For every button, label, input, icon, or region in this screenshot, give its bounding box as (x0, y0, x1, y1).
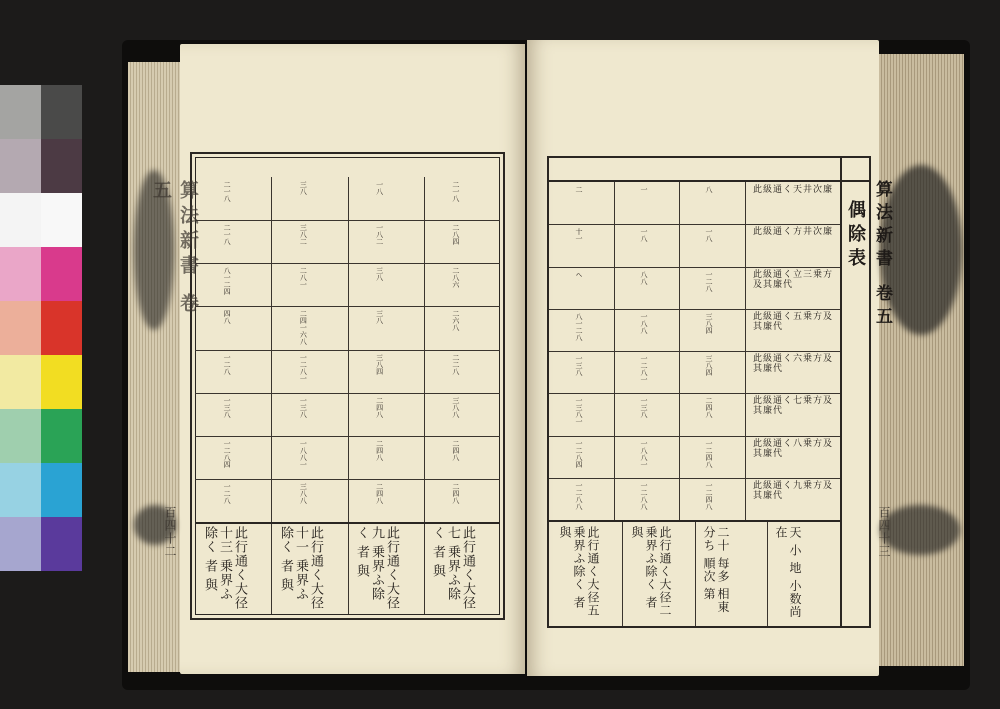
column-note: 此行通く大径十一 乗界ふ除く 者 與 (278, 526, 323, 610)
row-header: 此級通く立三乗方及其廉代 (753, 269, 834, 290)
table-cell: ヘ (575, 270, 583, 278)
row-header: 此級通く天井次廉 (753, 185, 834, 195)
table-cell: 一二八八 (575, 481, 583, 510)
table-cell: 一八 (640, 228, 648, 243)
table-cell: 二一八 (223, 181, 232, 202)
column-note: 此行通く大径五 乗界ふ除く 者 與 (558, 526, 600, 617)
table-cell: 二一八 (451, 181, 460, 202)
color-swatch (0, 355, 41, 409)
column-note: 此行通く大径二 乗界ふ除く 者 與 (630, 526, 672, 617)
color-swatch (0, 85, 41, 139)
table-cell: 一二八一 (640, 355, 648, 383)
color-swatch (0, 409, 41, 463)
right-table (549, 182, 840, 520)
table-cell: 一二八 (705, 270, 713, 292)
column-note: 天 小 地 小数尚在 (774, 526, 802, 619)
right-notes (549, 522, 840, 626)
color-swatch (41, 463, 82, 517)
table-cell: 一二四八 (705, 481, 713, 510)
column-note: 此行通く大径七 乗界ふ除く 者 與 (430, 526, 475, 610)
table-cell: 二一八 (223, 224, 232, 246)
left-book-title: 算法新書 卷五 (150, 180, 199, 318)
row-header: 此級通く七乗方及其廉代 (753, 396, 834, 417)
color-swatch (0, 193, 41, 247)
color-swatch (41, 355, 82, 409)
table-cell: 二四八 (375, 439, 384, 461)
table-title: 偶除表 (845, 200, 866, 272)
table-cell: 二 (575, 186, 583, 193)
table-cell: 一二八 (223, 482, 232, 504)
row-header: 此級通く六乗方及其廉代 (753, 354, 834, 374)
table-cell: 三八 (375, 267, 384, 282)
table-cell: 二四一六八 (299, 310, 308, 346)
table-cell: 一三八 (299, 396, 308, 418)
color-swatch (41, 85, 82, 139)
table-cell: 一二八八 (640, 481, 648, 510)
table-cell: 一二八一 (299, 353, 308, 382)
table-cell: 一二八四 (575, 439, 583, 468)
left-page-number: 百四十二 (163, 506, 177, 558)
table-cell: 一三八 (640, 397, 648, 419)
table-cell: 三八 (299, 181, 308, 195)
table-cell: 三八四 (705, 355, 713, 376)
table-cell: 一 (640, 186, 648, 193)
table-cell: 三八四 (705, 312, 713, 334)
table-cell: 二八四 (451, 224, 460, 246)
table-cell: 一八八 (640, 312, 648, 334)
table-cell: 四八 (223, 310, 232, 325)
table-cell: 二四八 (375, 482, 384, 504)
table-cell: 八一二八 (575, 312, 583, 341)
table-cell: 一二八 (223, 353, 232, 375)
color-swatch (0, 463, 41, 517)
row-header: 此級通く方井次廉 (753, 227, 834, 238)
row-header: 此級通く九乗方及其廉代 (753, 480, 834, 501)
table-cell: 一三八一 (575, 397, 583, 426)
table-cell: 十一 (575, 228, 583, 243)
color-swatch (0, 301, 41, 355)
table-cell: 一三八 (223, 396, 232, 418)
color-swatch (41, 301, 82, 355)
table-cell: 二六八 (451, 310, 460, 332)
table-cell: 八 (705, 186, 713, 193)
color-swatch (0, 247, 41, 301)
table-cell: 八一二四 (223, 267, 232, 296)
table-cell: 三八 (375, 310, 384, 325)
table-cell: 一二四八 (705, 439, 713, 468)
color-swatch (41, 139, 82, 193)
color-checker (0, 85, 82, 575)
left-notes (195, 524, 500, 614)
color-swatch (41, 247, 82, 301)
table-cell: 一八 (375, 181, 384, 195)
color-swatch (0, 139, 41, 193)
table-cell: 二四八 (705, 397, 713, 419)
table-cell: 三八八 (299, 482, 308, 504)
table-cell: 二八一 (299, 267, 308, 289)
color-swatch (41, 517, 82, 571)
table-cell: 二四八 (451, 439, 460, 461)
table-cell: 二二八 (451, 353, 460, 375)
table-cell: 八八 (640, 270, 648, 285)
table-cell: 一二八四 (223, 439, 232, 468)
column-note: 此行通く大径九 乗界ふ除く 者 與 (354, 526, 399, 610)
color-swatch (0, 517, 41, 571)
table-cell: 二八六 (451, 267, 460, 289)
table-cell: 二四八 (375, 396, 384, 418)
table-cell: 三八二 (299, 224, 308, 246)
table-cell: 一三八 (575, 355, 583, 376)
table-cell: 三八四 (375, 353, 384, 375)
color-swatch (41, 193, 82, 247)
table-cell: 三八八 (451, 396, 460, 418)
right-page-number: 百四十三 (877, 506, 891, 558)
color-swatch (41, 409, 82, 463)
table-cell: 一八二 (375, 224, 384, 246)
row-header: 此級通く八乗方及其廉代 (753, 438, 834, 459)
column-note: 此行通く大径十三 乗界ふ除く 者 與 (202, 526, 247, 610)
row-header: 此級通く五乗方及其廉代 (753, 311, 834, 332)
table-cell: 二四八 (451, 482, 460, 504)
column-note: 二十 每多 相東 分ち 順次 第 (702, 526, 730, 614)
table-cell: 一八八一 (299, 439, 308, 468)
table-cell: 一八 (705, 228, 713, 243)
right-book-title: 算法新書 卷五 (872, 180, 892, 330)
table-cell: 一八八一 (640, 439, 648, 468)
left-table (195, 177, 500, 522)
